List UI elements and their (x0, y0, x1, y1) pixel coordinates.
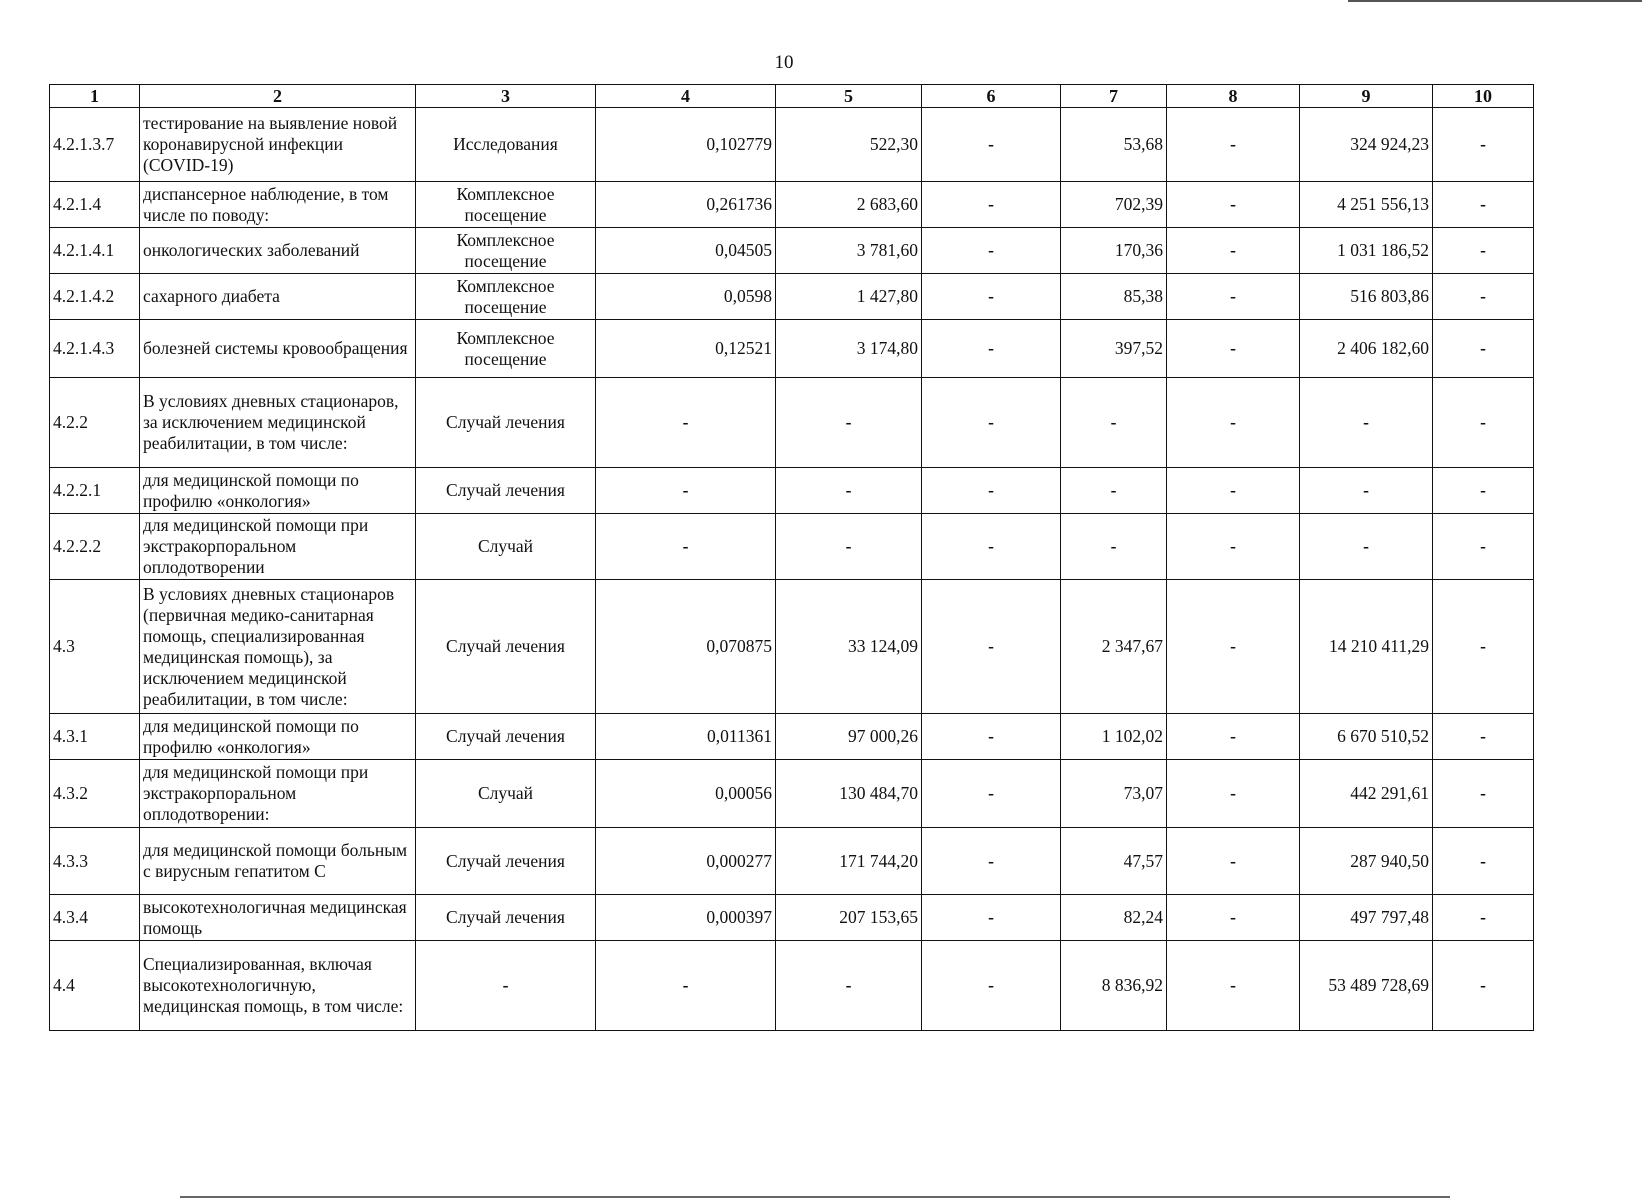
cell-col9: - (1300, 378, 1433, 468)
row-unit: Комплексное посещение (416, 182, 596, 228)
cell-col6: - (922, 828, 1061, 895)
row-code: 4.2.1.4.2 (50, 274, 140, 320)
cell-col9: 324 924,23 (1300, 108, 1433, 182)
cell-col9: 53 489 728,69 (1300, 941, 1433, 1031)
cell-col4: 0,04505 (596, 228, 776, 274)
cell-col10: - (1433, 760, 1534, 828)
cell-col5: - (776, 468, 922, 514)
table-row (50, 514, 1534, 580)
cell-col4: 0,261736 (596, 182, 776, 228)
cell-col7: 85,38 (1061, 274, 1167, 320)
table-row (50, 228, 1534, 274)
cell-col10: - (1433, 580, 1534, 714)
cell-col7: - (1061, 378, 1167, 468)
cell-col7: 47,57 (1061, 828, 1167, 895)
page-number: 10 (774, 52, 794, 73)
cell-col6: - (922, 228, 1061, 274)
cell-col5: 522,30 (776, 108, 922, 182)
cell-col8: - (1167, 941, 1300, 1031)
cell-col6: - (922, 378, 1061, 468)
cell-col7: - (1061, 468, 1167, 514)
cell-col9: - (1300, 468, 1433, 514)
cell-col5: 97 000,26 (776, 714, 922, 760)
cell-col10: - (1433, 714, 1534, 760)
row-unit: Случай (416, 760, 596, 828)
row-name: онкологических заболеваний (140, 228, 416, 274)
column-header: 6 (922, 85, 1061, 108)
cell-col9: 516 803,86 (1300, 274, 1433, 320)
cell-col8: - (1167, 378, 1300, 468)
cell-col9: 1 031 186,52 (1300, 228, 1433, 274)
row-code: 4.2.1.4 (50, 182, 140, 228)
row-name: тестирование на выявление новой коронавирусной инфекции (COVID-19) (140, 108, 416, 182)
table-row (50, 895, 1534, 941)
cell-col10: - (1433, 182, 1534, 228)
cell-col9: 4 251 556,13 (1300, 182, 1433, 228)
cell-col4: 0,011361 (596, 714, 776, 760)
table-row (50, 760, 1534, 828)
data-table (49, 84, 1534, 1031)
cell-col5: - (776, 514, 922, 580)
row-name: высокотехнологичная медицинская помощь (140, 895, 416, 941)
cell-col9: 2 406 182,60 (1300, 320, 1433, 378)
cell-col7: 82,24 (1061, 895, 1167, 941)
column-header: 4 (596, 85, 776, 108)
header-row (50, 85, 1534, 108)
table-row (50, 714, 1534, 760)
cell-col5: 1 427,80 (776, 274, 922, 320)
cell-col4: - (596, 514, 776, 580)
row-code: 4.2.1.4.1 (50, 228, 140, 274)
cell-col5: 130 484,70 (776, 760, 922, 828)
row-code: 4.3.3 (50, 828, 140, 895)
cell-col10: - (1433, 320, 1534, 378)
row-name: Специализированная, включая высокотехнологичную, медицинская помощь, в том числе: (140, 941, 416, 1031)
cell-col10: - (1433, 941, 1534, 1031)
cell-col10: - (1433, 274, 1534, 320)
cell-col7: 702,39 (1061, 182, 1167, 228)
row-unit: Комплексное посещение (416, 320, 596, 378)
cell-col9: 14 210 411,29 (1300, 580, 1433, 714)
scan-bottom-rule (180, 1196, 1450, 1198)
cell-col10: - (1433, 828, 1534, 895)
cell-col7: - (1061, 514, 1167, 580)
cell-col8: - (1167, 580, 1300, 714)
cell-col4: - (596, 378, 776, 468)
table-row (50, 108, 1534, 182)
cell-col8: - (1167, 320, 1300, 378)
column-header: 7 (1061, 85, 1167, 108)
cell-col7: 2 347,67 (1061, 580, 1167, 714)
row-code: 4.2.1.4.3 (50, 320, 140, 378)
cell-col10: - (1433, 228, 1534, 274)
column-header: 1 (50, 85, 140, 108)
table-row (50, 580, 1534, 714)
row-unit: - (416, 941, 596, 1031)
cell-col5: 3 781,60 (776, 228, 922, 274)
cell-col7: 73,07 (1061, 760, 1167, 828)
cell-col5: 33 124,09 (776, 580, 922, 714)
row-unit: Случай лечения (416, 895, 596, 941)
cell-col8: - (1167, 760, 1300, 828)
cell-col4: - (596, 941, 776, 1031)
row-name: для медицинской помощи больным с вирусным гепатитом С (140, 828, 416, 895)
cell-col6: - (922, 514, 1061, 580)
row-unit: Исследования (416, 108, 596, 182)
row-code: 4.3.4 (50, 895, 140, 941)
cell-col9: 6 670 510,52 (1300, 714, 1433, 760)
cell-col4: - (596, 468, 776, 514)
row-code: 4.2.1.3.7 (50, 108, 140, 182)
row-unit: Комплексное посещение (416, 228, 596, 274)
cell-col6: - (922, 182, 1061, 228)
cell-col7: 53,68 (1061, 108, 1167, 182)
cell-col6: - (922, 760, 1061, 828)
row-unit: Комплексное посещение (416, 274, 596, 320)
cell-col4: 0,00056 (596, 760, 776, 828)
cell-col6: - (922, 714, 1061, 760)
cell-col5: 2 683,60 (776, 182, 922, 228)
cell-col8: - (1167, 182, 1300, 228)
cell-col6: - (922, 468, 1061, 514)
table-row (50, 274, 1534, 320)
cell-col5: 207 153,65 (776, 895, 922, 941)
cell-col8: - (1167, 514, 1300, 580)
row-unit: Случай лечения (416, 714, 596, 760)
cell-col8: - (1167, 468, 1300, 514)
scan-top-rule (1348, 0, 1642, 2)
cell-col5: 3 174,80 (776, 320, 922, 378)
cell-col5: 171 744,20 (776, 828, 922, 895)
table-row (50, 378, 1534, 468)
row-code: 4.2.2.1 (50, 468, 140, 514)
column-header: 3 (416, 85, 596, 108)
cell-col6: - (922, 941, 1061, 1031)
cell-col9: 287 940,50 (1300, 828, 1433, 895)
cell-col7: 170,36 (1061, 228, 1167, 274)
cell-col7: 8 836,92 (1061, 941, 1167, 1031)
row-name: В условиях дневных стационаров (первичная медико-санитарная помощь, специализированная медицинская помощь), за исключением медицинской реабилитации, в том числе: (140, 580, 416, 714)
cell-col9: 497 797,48 (1300, 895, 1433, 941)
cell-col4: 0,000277 (596, 828, 776, 895)
cell-col4: 0,102779 (596, 108, 776, 182)
cell-col10: - (1433, 514, 1534, 580)
cell-col6: - (922, 320, 1061, 378)
column-header: 10 (1433, 85, 1534, 108)
row-name: сахарного диабета (140, 274, 416, 320)
row-unit: Случай (416, 514, 596, 580)
row-code: 4.3.2 (50, 760, 140, 828)
table-row (50, 468, 1534, 514)
table-row (50, 941, 1534, 1031)
row-name: диспансерное наблюдение, в том числе по поводу: (140, 182, 416, 228)
row-code: 4.2.2 (50, 378, 140, 468)
row-unit: Случай лечения (416, 378, 596, 468)
cell-col4: 0,12521 (596, 320, 776, 378)
cell-col8: - (1167, 714, 1300, 760)
row-name: В условиях дневных стационаров, за исключением медицинской реабилитации, в том числе: (140, 378, 416, 468)
cell-col10: - (1433, 378, 1534, 468)
row-name: болезней системы кровообращения (140, 320, 416, 378)
row-code: 4.2.2.2 (50, 514, 140, 580)
cell-col6: - (922, 108, 1061, 182)
cell-col8: - (1167, 828, 1300, 895)
row-code: 4.3.1 (50, 714, 140, 760)
column-header: 9 (1300, 85, 1433, 108)
row-name: для медицинской помощи при экстракорпоральном оплодотворении: (140, 760, 416, 828)
cell-col4: 0,070875 (596, 580, 776, 714)
cell-col9: - (1300, 514, 1433, 580)
table-row (50, 828, 1534, 895)
table-row (50, 182, 1534, 228)
cell-col7: 397,52 (1061, 320, 1167, 378)
cell-col9: 442 291,61 (1300, 760, 1433, 828)
cell-col10: - (1433, 108, 1534, 182)
cell-col4: 0,0598 (596, 274, 776, 320)
cell-col7: 1 102,02 (1061, 714, 1167, 760)
row-code: 4.4 (50, 941, 140, 1031)
cell-col6: - (922, 580, 1061, 714)
column-header: 8 (1167, 85, 1300, 108)
cell-col8: - (1167, 895, 1300, 941)
row-name: для медицинской помощи при экстракорпоральном оплодотворении (140, 514, 416, 580)
column-header: 5 (776, 85, 922, 108)
cell-col8: - (1167, 274, 1300, 320)
row-unit: Случай лечения (416, 828, 596, 895)
cell-col8: - (1167, 108, 1300, 182)
cell-col10: - (1433, 895, 1534, 941)
cell-col6: - (922, 274, 1061, 320)
cell-col6: - (922, 895, 1061, 941)
row-code: 4.3 (50, 580, 140, 714)
row-name: для медицинской помощи по профилю «онкология» (140, 714, 416, 760)
cell-col8: - (1167, 228, 1300, 274)
row-name: для медицинской помощи по профилю «онкология» (140, 468, 416, 514)
cell-col10: - (1433, 468, 1534, 514)
row-unit: Случай лечения (416, 468, 596, 514)
cell-col5: - (776, 378, 922, 468)
cell-col4: 0,000397 (596, 895, 776, 941)
row-unit: Случай лечения (416, 580, 596, 714)
table-row (50, 320, 1534, 378)
cell-col5: - (776, 941, 922, 1031)
column-header: 2 (140, 85, 416, 108)
